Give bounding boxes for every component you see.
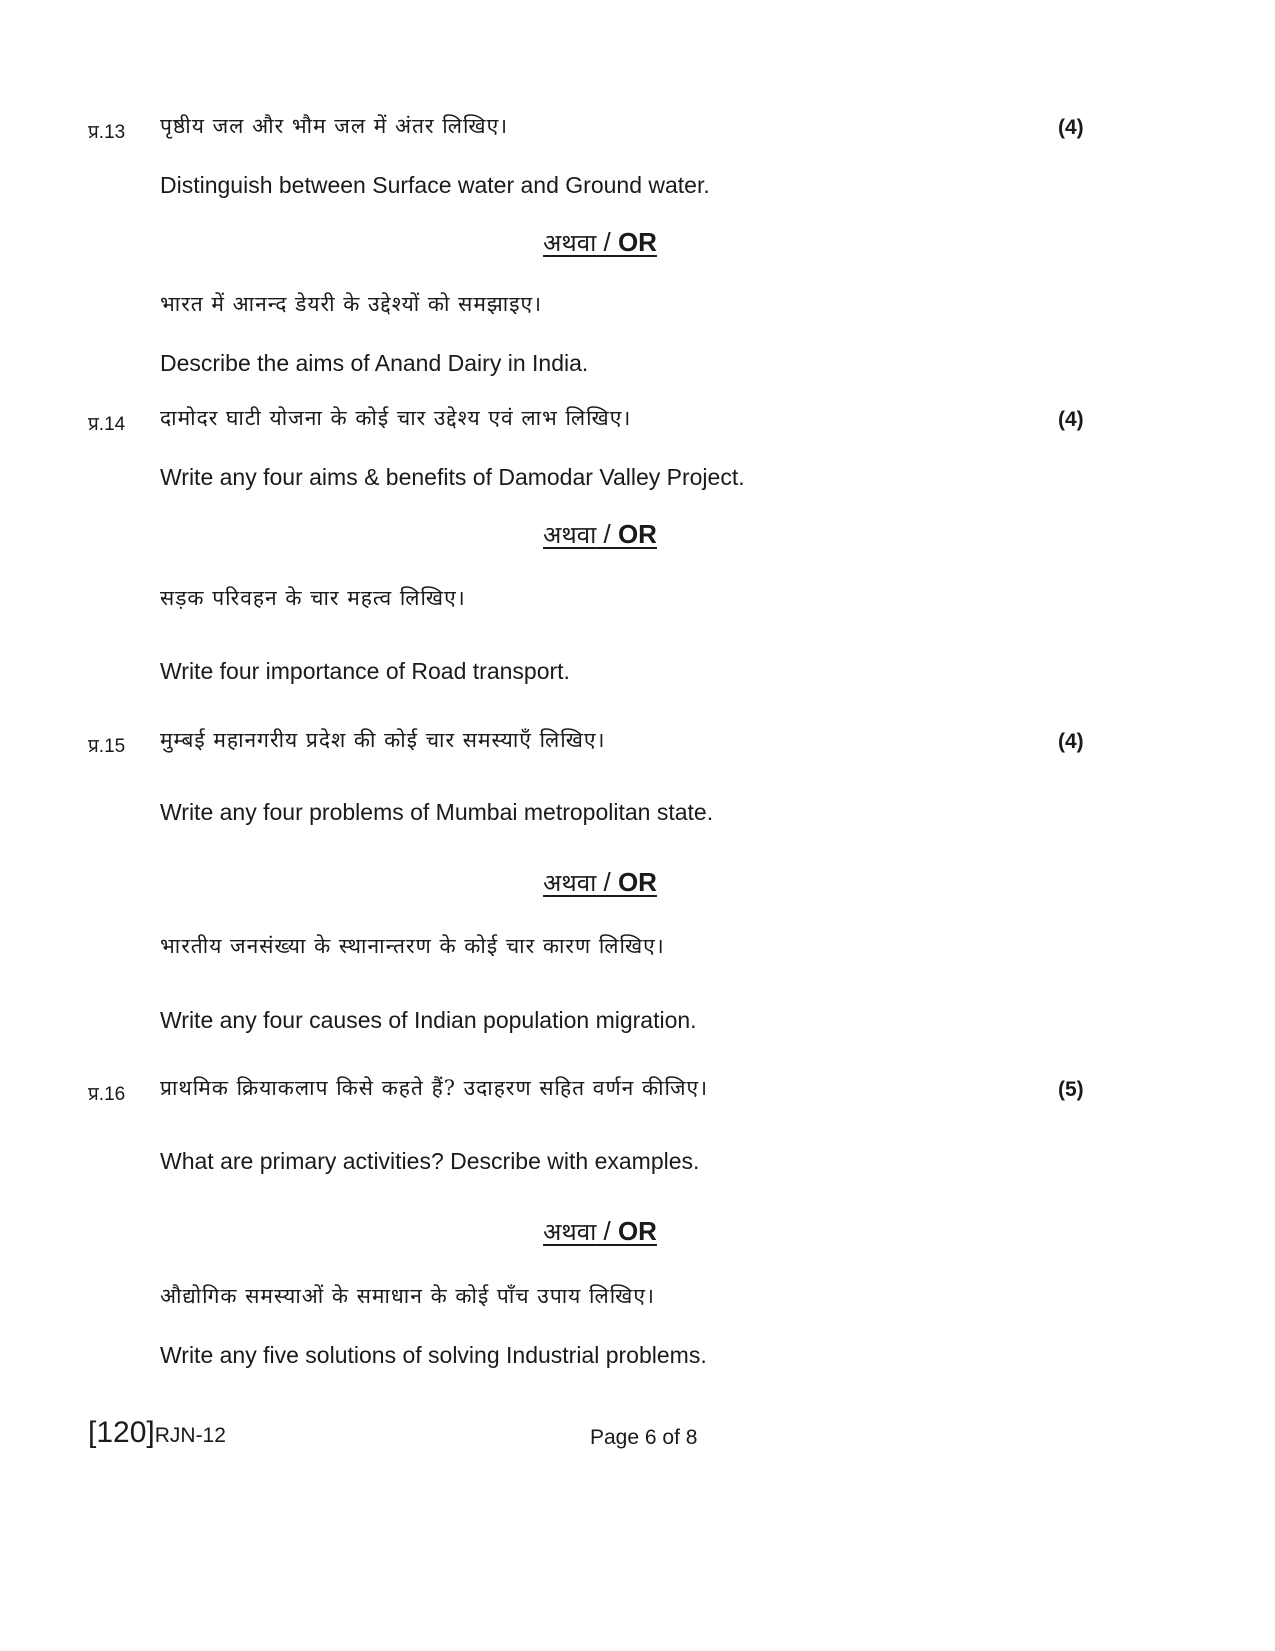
question-14-marks: (4) (1058, 408, 1084, 431)
or-hindi: अथवा (543, 1218, 597, 1246)
page-number: Page 6 of 8 (590, 1426, 698, 1449)
question-13-alt-hindi: भारत में आनन्द डेयरी के उद्देश्यों को समझाइए। (160, 292, 543, 316)
or-english: OR (617, 519, 657, 549)
or-sep: / (596, 227, 618, 257)
question-13-number: प्र.13 (88, 122, 126, 143)
paper-code (88, 1416, 226, 1450)
question-16-alt-hindi: औद्योगिक समस्याओं के समाधान के कोई पाँच उपाय लिखिए। (160, 1284, 655, 1308)
or-hindi: अथवा (543, 521, 597, 549)
question-15-english: Write any four problems of Mumbai metropolitan state. (160, 799, 714, 825)
or-divider-14 (0, 518, 1200, 551)
or-english: OR (617, 867, 657, 897)
question-15-marks: (4) (1058, 730, 1084, 753)
or-english: OR (617, 227, 657, 257)
question-14-alt-hindi: सड़क परिवहन के चार महत्व लिखिए। (160, 586, 466, 610)
question-13-marks: (4) (1058, 116, 1084, 139)
question-16-number: प्र.16 (88, 1084, 126, 1105)
question-16-marks: (5) (1058, 1078, 1084, 1101)
question-15-number: प्र.15 (88, 736, 126, 757)
paper-code-suffix: RJN-12 (154, 1424, 226, 1447)
or-sep: / (596, 519, 618, 549)
question-15-alt-english: Write any four causes of Indian population migration. (160, 1007, 697, 1033)
or-hindi: अथवा (543, 229, 597, 257)
question-14-hindi: दामोदर घाटी योजना के कोई चार उद्देश्य एवं लाभ लिखिए। (160, 406, 632, 430)
or-hindi: अथवा (543, 869, 597, 897)
question-15-alt-hindi: भारतीय जनसंख्या के स्थानान्तरण के कोई चार कारण लिखिए। (160, 934, 665, 958)
or-divider-15 (0, 866, 1200, 899)
paper-code-main: [120] (88, 1416, 155, 1449)
question-16-hindi: प्राथमिक क्रियाकलाप किसे कहते हैं? उदाहरण सहित वर्णन कीजिए। (160, 1076, 709, 1100)
question-16-english: What are primary activities? Describe with examples. (160, 1148, 700, 1174)
question-14-english: Write any four aims & benefits of Damodar Valley Project. (160, 464, 745, 490)
question-13-english: Distinguish between Surface water and Ground water. (160, 172, 710, 198)
question-15-hindi: मुम्बई महानगरीय प्रदेश की कोई चार समस्याएँ लिखिए। (160, 728, 606, 752)
question-13-alt-english: Describe the aims of Anand Dairy in India. (160, 350, 589, 376)
or-english: OR (617, 1216, 657, 1246)
or-divider-13 (0, 226, 1200, 259)
or-sep: / (596, 1216, 618, 1246)
question-14-number: प्र.14 (88, 414, 126, 435)
question-13-hindi: पृष्ठीय जल और भौम जल में अंतर लिखिए। (160, 114, 509, 138)
or-divider-16 (0, 1215, 1200, 1248)
question-14-alt-english: Write four importance of Road transport. (160, 658, 570, 684)
or-sep: / (596, 867, 618, 897)
question-16-alt-english: Write any five solutions of solving Industrial problems. (160, 1342, 707, 1368)
